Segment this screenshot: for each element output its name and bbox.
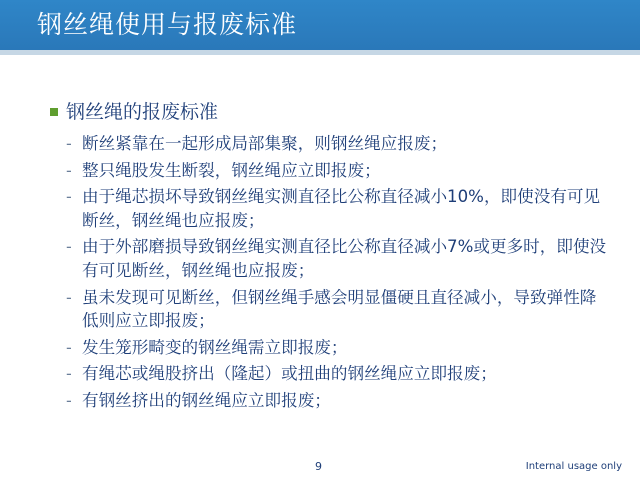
list-item xyxy=(50,132,620,156)
list-item xyxy=(50,362,620,386)
list-item xyxy=(50,185,620,232)
list-item-text: 发生笼形畸变的钢丝绳需立即报废； xyxy=(82,337,348,357)
dash-bullet-icon: - xyxy=(66,187,72,207)
list-item-text: 虽未发现可见断丝，但钢丝绳手感会明显僵硬且直径减小，导致弹性降低则应立即报废； xyxy=(82,287,597,331)
dash-bullet-icon: - xyxy=(66,390,72,410)
list-item-text: 由于外部磨损导致钢丝绳实测直径比公称直径减小7%或更多时，即使没有可见断丝，钢丝绳也应报废； xyxy=(82,237,607,280)
dash-bullet-icon: - xyxy=(66,237,72,257)
dash-bullet-icon: - xyxy=(66,364,72,384)
criteria-list xyxy=(50,132,620,413)
main-content xyxy=(50,100,620,416)
page-title: 钢丝绳使用与报废标准 xyxy=(37,10,298,39)
section-heading xyxy=(50,100,620,128)
list-item-text: 整只绳股发生断裂，钢丝绳应立即报废； xyxy=(82,160,381,180)
list-item xyxy=(50,389,620,413)
list-item xyxy=(50,159,620,183)
header-bar xyxy=(0,0,640,50)
dash-bullet-icon: - xyxy=(66,337,72,357)
footer-note: Internal usage only xyxy=(525,461,622,472)
section-title: 钢丝绳的报废标准 xyxy=(66,101,219,123)
header-divider xyxy=(0,50,640,55)
page-number: 9 xyxy=(315,460,322,473)
dash-bullet-icon: - xyxy=(66,134,72,153)
list-item-text: 由于绳芯损坏导致钢丝绳实测直径比公称直径减小10%，即使没有可见断丝，钢丝绳也应报废； xyxy=(82,187,601,230)
list-item xyxy=(50,286,620,333)
list-item-text: 有钢丝挤出的钢丝绳应立即报废； xyxy=(82,390,331,410)
list-item-text: 有绳芯或绳股挤出（隆起）或扭曲的钢丝绳应立即报废； xyxy=(82,364,497,384)
dash-bullet-icon: - xyxy=(66,287,72,307)
list-item-text: 断丝紧靠在一起形成局部集聚，则钢丝绳应报废； xyxy=(82,134,448,153)
square-bullet-icon xyxy=(50,108,58,116)
dash-bullet-icon: - xyxy=(66,160,72,180)
list-item xyxy=(50,336,620,360)
list-item xyxy=(50,235,620,282)
